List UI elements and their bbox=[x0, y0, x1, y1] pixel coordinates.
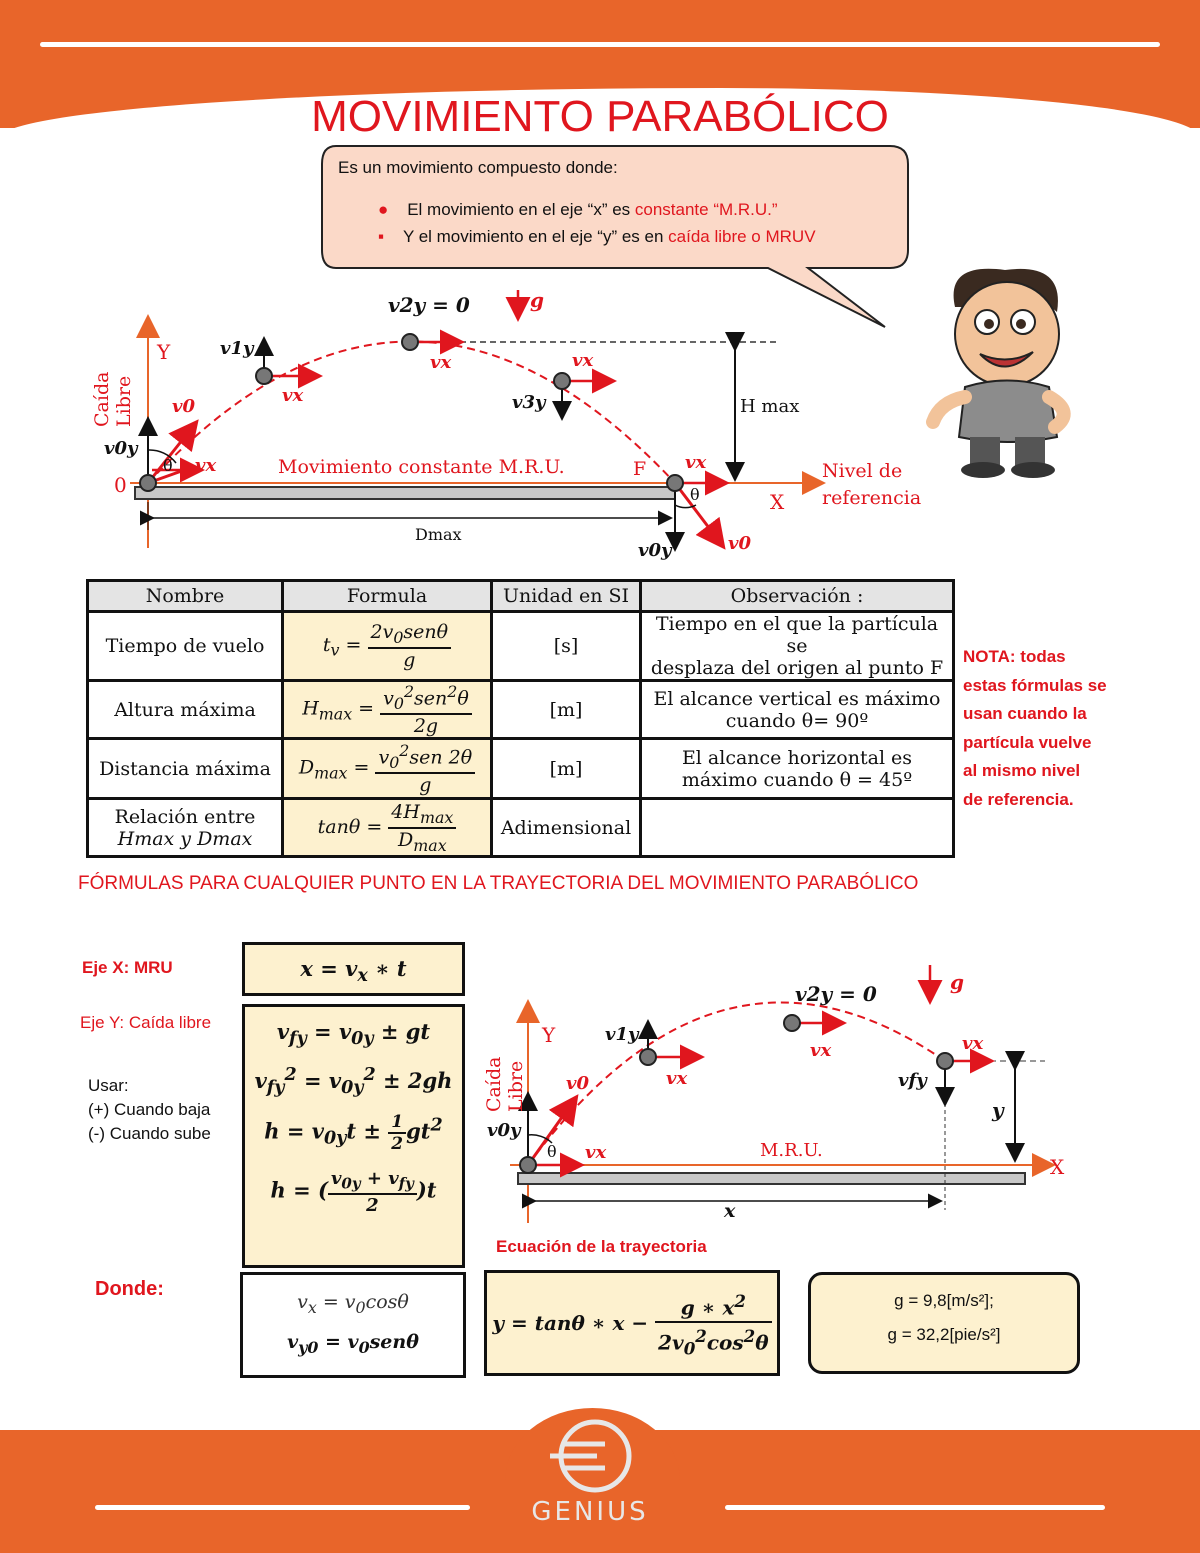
formula-vfy2: $v_{fy}^2 = v_{0y}^2 \pm 2gh$ bbox=[254, 1065, 453, 1099]
bubble-item-2: ▪ Y el movimiento en el eje “y” es en caída libre o MRUV bbox=[378, 227, 816, 246]
table-header: Observación : bbox=[641, 581, 954, 612]
vx-label-2: vx bbox=[430, 352, 452, 373]
row-name-line: Relación entre bbox=[114, 805, 256, 828]
row-name: Tiempo de vuelo bbox=[88, 612, 283, 681]
row-observation bbox=[641, 739, 954, 799]
nota-block bbox=[963, 643, 1107, 814]
caida-libre-label: Caída Libre bbox=[91, 371, 135, 427]
table-row bbox=[88, 681, 954, 739]
y-height-label: y bbox=[992, 1098, 1004, 1122]
vx-label-2c: vx bbox=[810, 1040, 832, 1061]
row-unit: Adimensional bbox=[492, 799, 641, 857]
bubble-item-1-text: El movimiento en el eje “x” es bbox=[407, 200, 635, 219]
row-unit: [s] bbox=[492, 612, 641, 681]
table-row bbox=[88, 612, 954, 681]
diagram-trajectory-point bbox=[480, 965, 1080, 1230]
nota-line: al mismo nivel bbox=[963, 761, 1081, 780]
row-name bbox=[88, 799, 283, 857]
observation-line: cuando θ= 90º bbox=[725, 709, 869, 732]
table-header: Formula bbox=[283, 581, 492, 612]
table-row bbox=[88, 799, 954, 857]
table-row bbox=[88, 739, 954, 799]
vx-label-1: vx bbox=[282, 385, 304, 406]
gravity-si: g = 9,8[m/s²]; bbox=[894, 1291, 994, 1310]
point-f-label: F bbox=[633, 458, 647, 480]
bubble-intro: Es un movimiento compuesto donde: bbox=[338, 158, 618, 177]
v0-label: v0 bbox=[172, 396, 195, 417]
mru-label-2: M.R.U. bbox=[760, 1140, 823, 1161]
eje-y-label: Eje Y: Caída libre bbox=[80, 1013, 212, 1032]
v0y-label: v0y bbox=[104, 438, 138, 459]
dmax-label: Dmax bbox=[415, 525, 462, 544]
row-name: Distancia máxima bbox=[88, 739, 283, 799]
logo-text: GENIUS bbox=[531, 1497, 649, 1527]
logo-badge bbox=[505, 1408, 680, 1553]
bubble-item-2-highlight: caída libre o MRUV bbox=[668, 227, 816, 246]
table-header: Unidad en SI bbox=[492, 581, 641, 612]
formula-flight-time: $t_v$ = $\frac{2v_0sen\theta}{g}$ bbox=[283, 612, 492, 681]
v0-label-2: v0 bbox=[566, 1073, 589, 1094]
table-header-row bbox=[88, 581, 954, 612]
x-axis-label-2: X bbox=[1050, 1155, 1065, 1179]
v3y-label: v3y bbox=[512, 392, 546, 413]
vx-label-2a: vx bbox=[585, 1142, 607, 1163]
caida-libre-label-2: Caída Libre bbox=[483, 1056, 527, 1112]
row-unit: [m] bbox=[492, 681, 641, 739]
row-unit: [m] bbox=[492, 739, 641, 799]
nota-line: estas fórmulas se bbox=[963, 675, 1107, 695]
v0-label-f: v0 bbox=[728, 533, 751, 554]
nota-line: usan cuando la bbox=[963, 704, 1087, 723]
cartoon-teacher-illustration bbox=[925, 262, 1085, 482]
row-observation bbox=[641, 612, 954, 681]
gravity-imperial: g = 32,2[pie/s²] bbox=[887, 1325, 1001, 1344]
vx-label-f: vx bbox=[685, 452, 707, 473]
y-axis-label: Y bbox=[157, 340, 171, 364]
logo-mark-icon bbox=[505, 1408, 680, 1498]
nota-line: NOTA: todas bbox=[963, 647, 1066, 666]
section-title: FÓRMULAS PARA CUALQUIER PUNTO EN LA TRAYECTORIA DEL MOVIMIENTO PARABÓLICO bbox=[78, 873, 919, 894]
eje-x-formula-box bbox=[242, 942, 465, 996]
donde-formula-box bbox=[240, 1272, 466, 1378]
theta-label-2: θ bbox=[547, 1142, 557, 1161]
formula-vfy: $v_{fy} = v_{0y}$ ± gt bbox=[276, 1019, 431, 1050]
observation-line: máximo cuando θ = 45º bbox=[681, 768, 913, 791]
theta-label-f: θ bbox=[690, 485, 700, 504]
vx-label-3: vx bbox=[572, 350, 594, 371]
formula-vy0: $v_{y0} = v_0sen\theta$ bbox=[287, 1330, 419, 1357]
x-axis-label: X bbox=[770, 490, 785, 514]
usar-plus: (+) Cuando baja bbox=[88, 1100, 211, 1119]
observation-line: El alcance vertical es máximo bbox=[653, 687, 941, 710]
y-axis-label-2: Y bbox=[542, 1023, 556, 1047]
row-observation bbox=[641, 799, 954, 857]
gravity-label: g bbox=[530, 288, 544, 312]
nota-line: partícula vuelve bbox=[963, 732, 1092, 752]
eje-x-label: Eje X: MRU bbox=[82, 958, 173, 977]
page-title: MOVIMIENTO PARABÓLICO bbox=[311, 92, 889, 141]
v0y-label-2: v0y bbox=[487, 1120, 521, 1141]
formula-table bbox=[86, 579, 955, 858]
usar-label: Usar: bbox=[88, 1076, 129, 1095]
trajectory-equation-label: Ecuación de la trayectoria bbox=[496, 1237, 707, 1256]
formula-max-height: $H_{max}$ = $\frac{v_0^2sen^2\theta}{2g}$ bbox=[283, 681, 492, 739]
usar-minus: (-) Cuando sube bbox=[88, 1124, 211, 1143]
gravity-values-box bbox=[808, 1272, 1080, 1374]
observation-line: El alcance horizontal es bbox=[681, 746, 913, 769]
formula-vx: $v_x = v_0\cos\theta$ bbox=[297, 1291, 409, 1317]
vx-label-origin: vx bbox=[195, 455, 217, 476]
row-name-line: Hmax y Dmax bbox=[117, 827, 253, 850]
v0y-label-f: v0y bbox=[638, 540, 672, 561]
eje-y-formula-box bbox=[242, 1004, 465, 1268]
gravity-label-2: g bbox=[950, 970, 964, 994]
top-divider-line bbox=[40, 42, 1160, 47]
trajectory-formula-box bbox=[484, 1270, 780, 1376]
v1y-label-2: v1y bbox=[605, 1024, 639, 1045]
theta-label-origin: θ bbox=[163, 456, 173, 475]
mru-label: Movimiento constante M.R.U. bbox=[278, 456, 565, 478]
observation-line: Tiempo en el que la partícula se bbox=[655, 613, 939, 657]
nivel-label-2: referencia bbox=[822, 487, 922, 509]
nota-line: de referencia. bbox=[963, 789, 1074, 809]
observation-line: desplaza del origen al punto F bbox=[650, 657, 944, 679]
hmax-label: H max bbox=[740, 396, 800, 417]
v2y-label-2: v2y = 0 bbox=[795, 982, 877, 1006]
bottom-divider-right bbox=[725, 1505, 1105, 1510]
vx-label-2b: vx bbox=[666, 1068, 688, 1089]
bubble-item-1: ● El movimiento en el eje “x” es constante “M.R.U.” bbox=[378, 200, 778, 219]
vfy-label: vfy bbox=[898, 1070, 927, 1091]
nivel-label-1: Nivel de bbox=[822, 460, 903, 482]
vx-label-2d: vx bbox=[962, 1033, 984, 1054]
bubble-item-2-text: Y el movimiento en el eje “y” es en bbox=[402, 227, 669, 246]
table-header: Nombre bbox=[88, 581, 283, 612]
bubble-item-1-highlight: constante “M.R.U.” bbox=[634, 200, 778, 219]
formula-x: $x = v_x$ ∗ t bbox=[300, 956, 407, 987]
formula-h1: $h = v_{0y}t$ ± $\frac{1}{2}$ $gt^2$ bbox=[264, 1112, 443, 1155]
row-observation bbox=[641, 681, 954, 739]
formula-max-distance: $D_{max}$ = $\frac{v_0^2sen 2\theta}{g}$ bbox=[283, 739, 492, 799]
diagram-parabolic-motion bbox=[90, 290, 920, 565]
v1y-label: v1y bbox=[220, 338, 254, 359]
x-distance-label: x bbox=[724, 1200, 736, 1222]
formula-h2: h = ( $\frac{v_{0y} + v_{fy}}{2}$ )t bbox=[270, 1168, 437, 1216]
v2y-label: v2y = 0 bbox=[388, 293, 470, 317]
bottom-divider-left bbox=[95, 1505, 470, 1510]
formula-relation: tanθ = $\frac{4H_{max}}{D_{max}}$ bbox=[283, 799, 492, 857]
origin-label: 0 bbox=[114, 473, 127, 497]
formula-trajectory: y = tanθ ∗ x − $\frac{g ∗ x^2}{2v_0^2\cos^2\theta}$ bbox=[487, 1273, 777, 1373]
donde-label: Donde: bbox=[95, 1278, 164, 1300]
row-name: Altura máxima bbox=[88, 681, 283, 739]
